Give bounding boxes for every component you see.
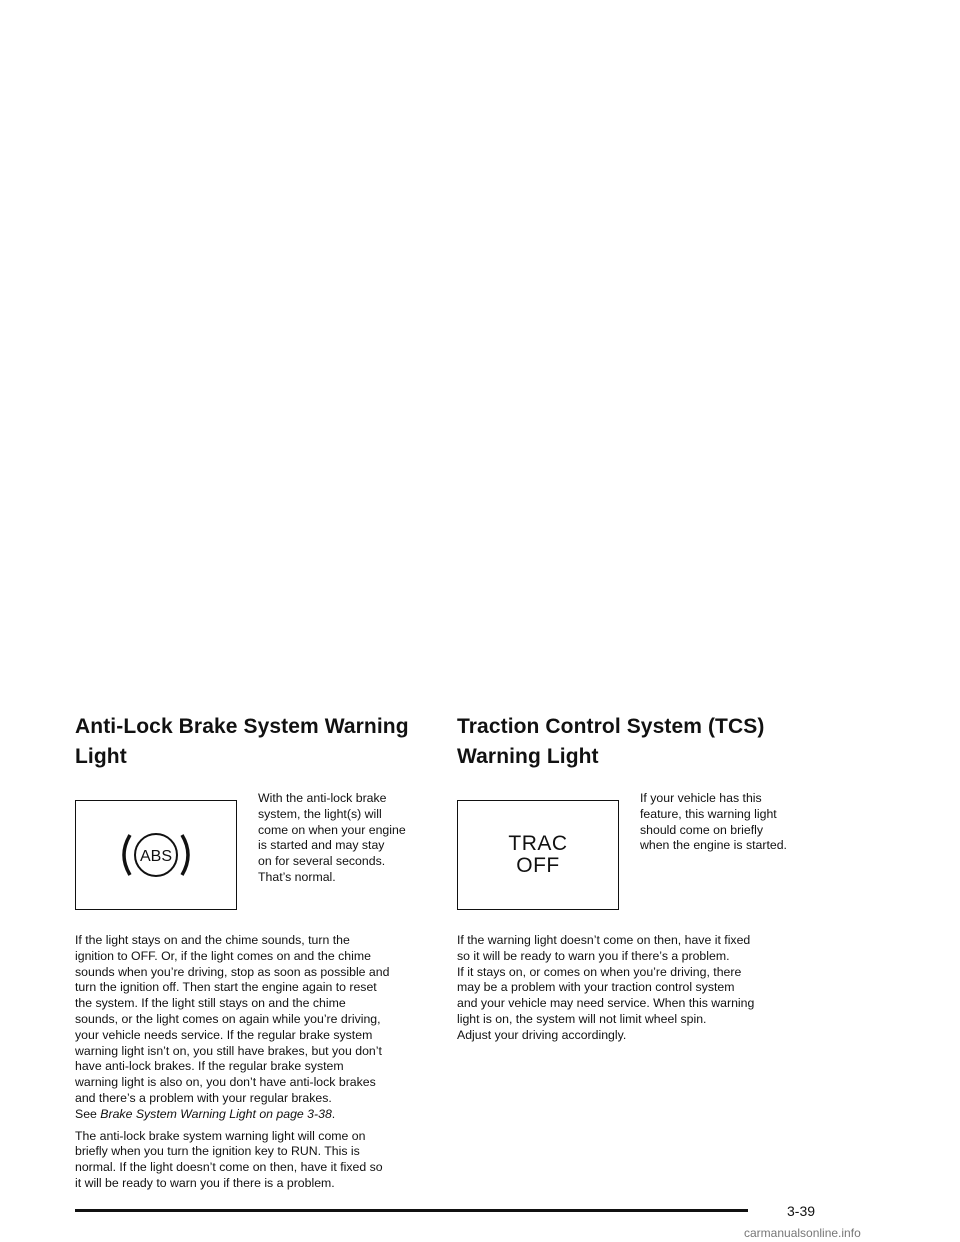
trac-off-line2: OFF	[516, 854, 560, 877]
abs-paragraph-1: If the light stays on and the chime sounds, turn the ignition to OFF. Or, if the light comes on and the chime sounds when you’re driving, stop as soon as possible and turn the ignition off. Then start the engine again to reset the system. If the light still stays on and the chime sounds, or the light comes on again while you’re driving, your vehicle needs service. If the regular brake system warning light isn’t on, you still have brakes, but you don’t have anti-lock brakes. If the regular brake system warning light is also on, you don’t have anti-lock brakes and there’s a problem with your regular brakes. See Brake System Warning Light on page 3-38.	[75, 933, 390, 1121]
abs-heading	[75, 712, 435, 772]
abs-paragraph-2: The anti-lock brake system warning light will come on briefly when you turn the ignition key to RUN. This is normal. If the light doesn’t come on then, have it fixed so it will be ready to warn you if there is a problem.	[75, 1128, 383, 1190]
trac-off-icon	[508, 833, 567, 877]
tcs-paragraph-1: If the warning light doesn’t come on then, have it fixed so it will be ready to warn you if there’s a problem. If it stays on, or comes on when you’re driving, there may be a problem with your traction control system and your vehicle may need service. When this warning light is on, the system will not limit wheel spin. Adjust your driving accordingly.	[457, 933, 755, 1042]
tcs-heading-line1: Traction Control System (TCS)	[457, 715, 765, 738]
abs-warning-icon	[116, 829, 196, 881]
abs-warning-icon-box	[75, 800, 237, 910]
footer-rule	[75, 1209, 748, 1212]
abs-right-bracket	[182, 835, 188, 875]
trac-off-icon-box	[457, 800, 619, 910]
tcs-heading-line2: Warning Light	[457, 745, 599, 768]
abs-section	[75, 712, 435, 1192]
abs-left-bracket	[124, 835, 130, 875]
abs-intro-text: With the anti-lock brake system, the light(s) will come on when your engine is started and may stay on for several seconds. That’s normal.	[258, 791, 406, 884]
page-number: 3-39	[787, 1203, 816, 1219]
brake-warning-reference-link[interactable]: Brake System Warning Light on page 3-38	[100, 1106, 332, 1121]
abs-intro	[75, 791, 435, 912]
abs-heading-line1: Anti-Lock Brake System Warning	[75, 715, 409, 738]
tcs-section	[457, 712, 817, 1044]
tcs-intro	[457, 791, 817, 912]
tcs-intro-text: If your vehicle has this feature, this warning light should come on briefly when the engine is started.	[640, 791, 787, 853]
watermark: carmanualsonline.info	[744, 1226, 861, 1240]
trac-off-line1: TRAC	[508, 832, 568, 855]
tcs-heading	[457, 712, 817, 772]
abs-icon-label: ABS	[139, 848, 173, 865]
abs-heading-line2: Light	[75, 745, 127, 768]
